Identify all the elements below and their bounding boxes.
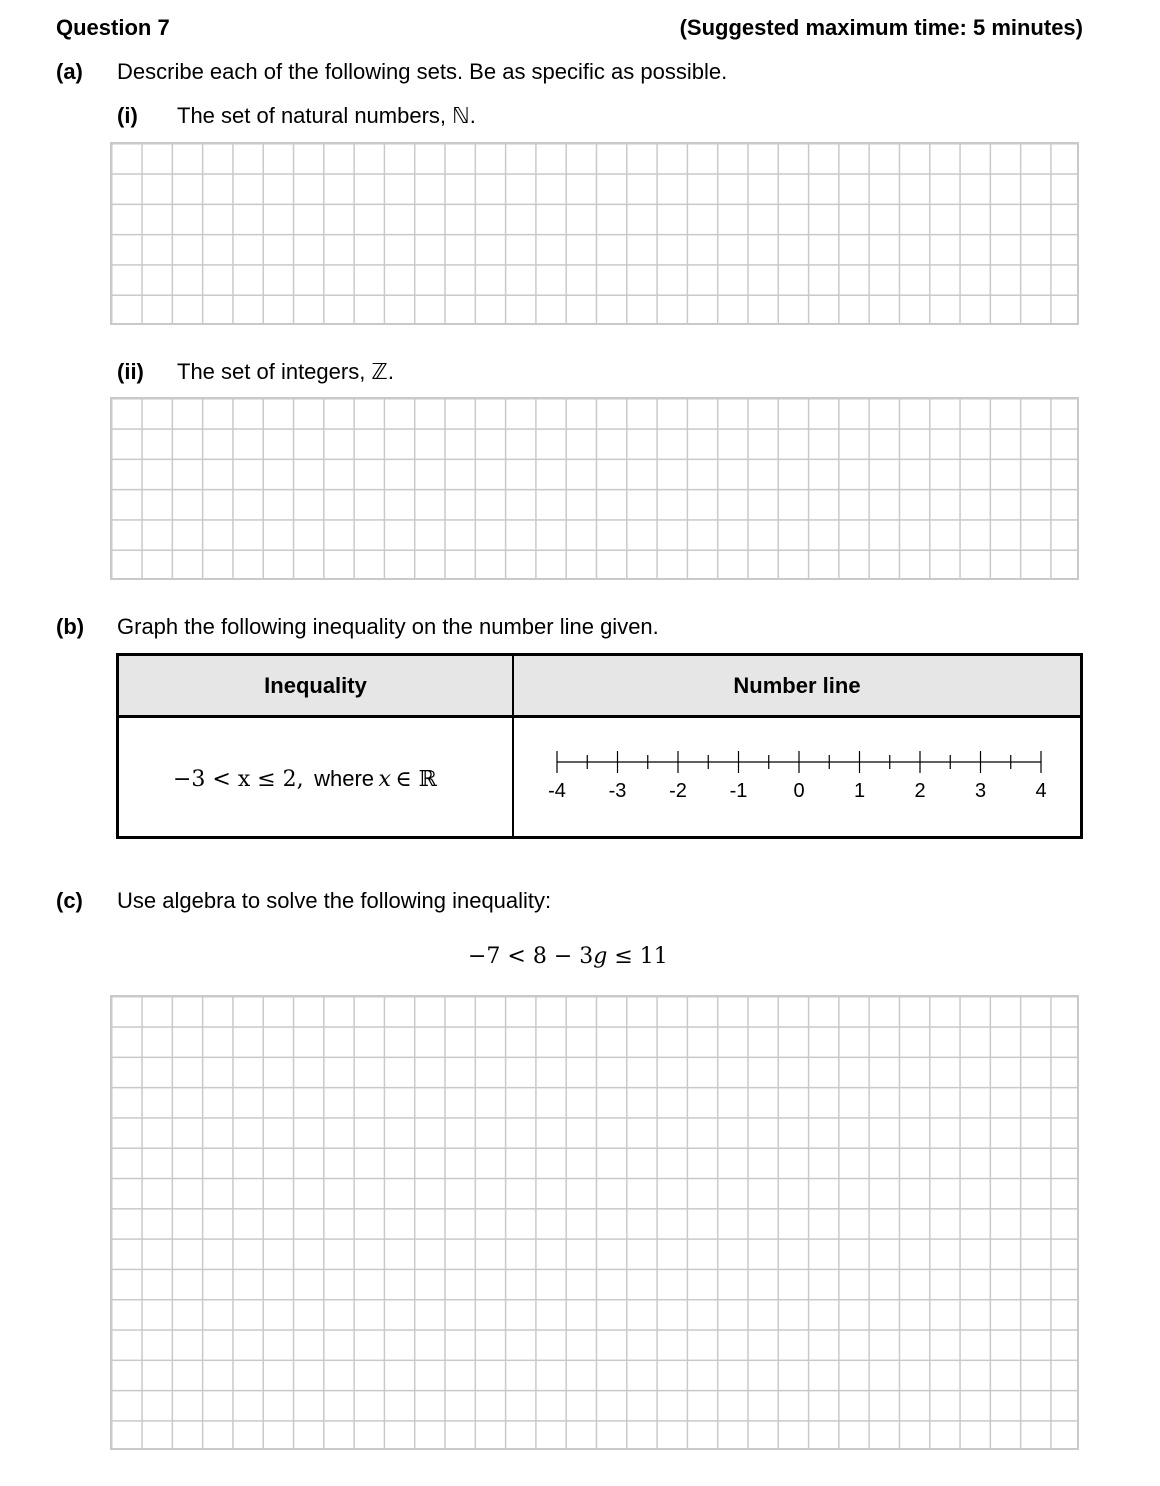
inequality-expression (173, 766, 437, 793)
inequality-variable: x (378, 767, 391, 792)
part-c-inequality (468, 944, 668, 970)
inequality-math: −3 < x ≤ 2, (173, 767, 304, 792)
part-b-label: (b) (56, 614, 85, 639)
number-line-label: 0 (793, 780, 805, 802)
inequality-where: where (314, 766, 375, 791)
number-line-label: -4 (548, 780, 566, 802)
number-line-label: 2 (914, 780, 926, 802)
number-line-label: -1 (729, 780, 748, 802)
part-c-inequality-left: −7 < 8 − 3 (468, 944, 594, 969)
answer-grid-a-ii[interactable] (110, 397, 1079, 580)
number-line-label: 3 (974, 780, 987, 802)
part-c-inequality-right: ≤ 11 (614, 944, 668, 969)
part-c-instruction: Use algebra to solve the following inequality: (117, 888, 552, 913)
part-a-instruction: Describe each of the following sets. Be as specific as possible. (117, 59, 728, 84)
suggested-time: (Suggested maximum time: 5 minutes) (679, 15, 1083, 40)
part-c-variable: g (593, 944, 608, 969)
number-line[interactable] (515, 718, 1081, 836)
number-line-label: 1 (853, 780, 866, 802)
inequality-table (116, 653, 1083, 839)
part-c-label: (c) (56, 888, 83, 913)
question-title: Question 7 (56, 15, 170, 40)
inequality-set: ∈ ℝ (395, 767, 437, 792)
number-line-label: 4 (1035, 780, 1047, 802)
answer-grid-a-i[interactable] (110, 142, 1079, 325)
header-inequality: Inequality (264, 673, 367, 698)
part-a-i-label: (i) (117, 103, 138, 128)
part-a-i-text: The set of natural numbers, ℕ. (177, 103, 476, 128)
part-a-ii-label: (ii) (117, 359, 144, 384)
header-number-line: Number line (733, 673, 861, 698)
number-line-label: -2 (669, 780, 687, 802)
answer-grid-c[interactable] (110, 995, 1079, 1450)
part-a-ii-text: The set of integers, ℤ. (177, 359, 394, 384)
part-b-instruction: Graph the following inequality on the number line given. (117, 614, 659, 639)
number-line-label: -3 (608, 780, 627, 802)
part-a-label: (a) (56, 59, 83, 84)
